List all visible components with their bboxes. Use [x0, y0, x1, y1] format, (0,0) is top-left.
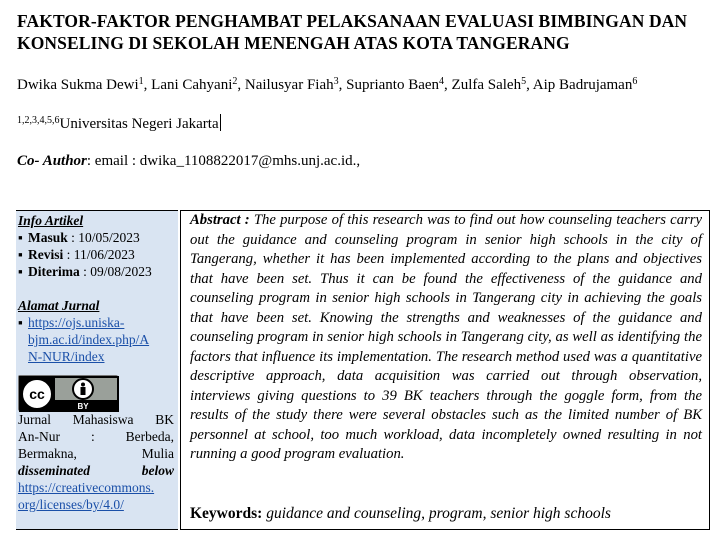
bullet-icon: ▪ — [18, 264, 23, 279]
disseminated-text: disseminated below — [18, 463, 174, 478]
text-cursor — [220, 114, 221, 131]
author-superscript: 4 — [439, 76, 445, 87]
author-superscript: 1 — [138, 76, 144, 87]
author-name: Zulfa Saleh — [451, 77, 522, 93]
keywords-value: guidance and counseling, program, senior high schools — [266, 505, 611, 522]
cc-by-icon-graphic — [19, 376, 119, 412]
date-label: Diterima — [28, 264, 80, 279]
author-name: Suprianto Baen — [346, 77, 440, 93]
keywords-line — [190, 504, 705, 524]
date-value: : 11/06/2023 — [66, 247, 135, 262]
co-author-email: : email : dwika_1108822017@mhs.unj.ac.id., — [86, 153, 361, 169]
date-value: : 09/08/2023 — [83, 264, 152, 279]
author-name: Dwika Sukma Dewi — [17, 77, 139, 93]
date-label: Masuk — [28, 230, 68, 245]
cc-badge-text: BY — [77, 402, 89, 411]
co-author-label: Co- Author — [17, 153, 87, 169]
author-name: Aip Badrujaman — [532, 77, 633, 93]
co-author-line — [17, 151, 360, 171]
author-superscript: 5 — [521, 76, 527, 87]
journal-link[interactable] — [28, 314, 149, 365]
date-item — [18, 229, 174, 246]
date-item — [18, 246, 174, 263]
date-item — [18, 263, 174, 280]
license-line: Jurnal Mahasiswa BK — [18, 412, 174, 427]
author-superscript: 2 — [232, 76, 238, 87]
svg-text:cc: cc — [29, 386, 45, 402]
license-link-line: https://creativecommons. — [18, 480, 155, 495]
journal-link-line: https://ojs.uniska- — [28, 315, 125, 330]
journal-link-item — [18, 314, 174, 365]
cc-by-license-icon — [18, 375, 118, 411]
bullet-icon: ▪ — [18, 315, 23, 330]
article-info-title: Info Artikel — [18, 213, 84, 228]
bullet-icon: ▪ — [18, 230, 23, 245]
license-badge-row — [18, 375, 174, 411]
abstract-paragraph — [190, 211, 702, 465]
article-info-panel — [16, 210, 178, 530]
journal-address-title: Alamat Jurnal — [18, 298, 100, 313]
license-link[interactable] — [18, 480, 154, 512]
abstract-label: Abstract : — [190, 212, 250, 228]
license-line: Bermakna, Mulia — [18, 446, 174, 461]
keywords-label: Keywords: — [190, 505, 263, 522]
abstract-box — [180, 210, 710, 530]
bullet-icon: ▪ — [18, 247, 23, 262]
journal-link-line: N-NUR/index — [28, 349, 105, 364]
journal-link-line: bjm.ac.id/index.php/A — [28, 332, 150, 347]
author-name: Nailusyar Fiah — [244, 77, 334, 93]
author-superscript: 6 — [632, 76, 638, 87]
paper-title: FAKTOR-FAKTOR PENGHAMBAT PELAKSANAAN EVALUASI BIMBINGAN DAN KONSELING DI SEKOLAH MENENGAH ATAS KOTA TANGERANG — [17, 11, 688, 53]
abstract-text: The purpose of this research was to find out how counseling teachers carry out the guidance and counseling program in senior high schools in the city of Tangerang, whether it has been implemented according to the plans and objectives that have been set. Thus it can be found the effectiveness of the guidance and counseling program in senior high schools in Tangerang city in achieving the goals that have been set. Knowing the strengths and weaknesses of the guidance and counseling program in senior high schools in Tangerang city, as well as identifying the factors that influence its implementation. The research method used was a quantitative descriptive approach, data acquisition was carried out through observation, interviews giving questions to 39 BK teachers through the goggle form, from the results of the study there were several obstacles such as the limited number of BK personnel at school, too much workload, data incompletely owned resulting in not running a good program evaluation. — [190, 212, 702, 462]
author-name: Lani Cahyani — [151, 77, 233, 93]
affiliation-name: Universitas Negeri Jakarta — [59, 116, 219, 132]
author-list: Dwika Sukma Dewi$^1$, Lani Cahyani$^2$, Nailusyar Fiah$^3$, Suprianto Baen$^4$, Zulfa Saleh$^5$, Aip Badrujaman$^6$ — [17, 76, 638, 93]
affiliation-superscript: 1,2,3,4,5,6 — [17, 115, 60, 126]
article-dates — [18, 229, 174, 280]
date-label: Revisi — [28, 247, 64, 262]
author-superscript: 3 — [333, 76, 339, 87]
license-line: An-Nur : Berbeda, — [18, 429, 174, 444]
license-link-line: org/licenses/by/4.0/ — [18, 497, 124, 512]
date-value: : 10/05/2023 — [71, 230, 140, 245]
affiliation — [17, 111, 221, 134]
